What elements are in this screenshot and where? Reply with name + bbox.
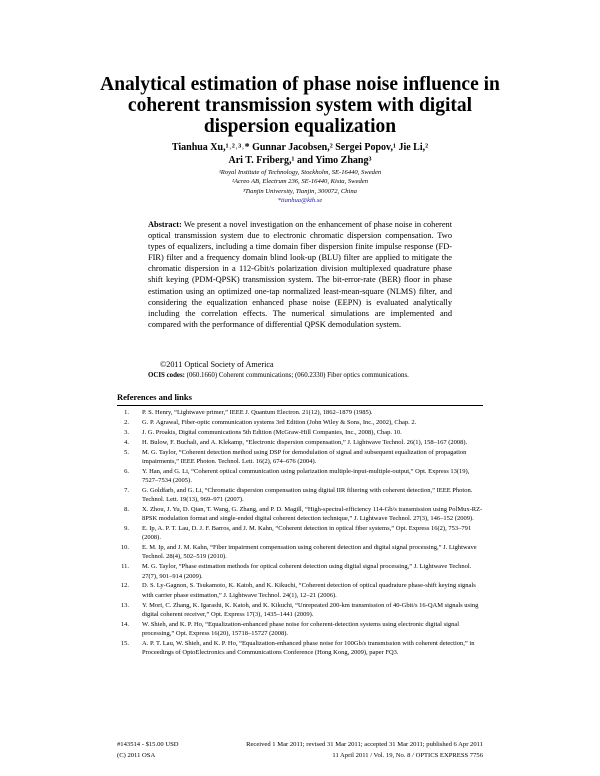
reference-item: 6. Y. Han, and G. Li, “Coherent optical communication using polarization multiple-input-multiple-output,” Opt. Express 13(19), 7527–7534 (2005). <box>124 468 470 485</box>
affiliations <box>150 168 450 206</box>
reference-item: 3. J. G. Proakis, Digital communications 5th Edition (McGraw-Hill Companies, Inc., 2008), Chap. 10. <box>124 428 402 436</box>
ocis-text: (060.1660) Coherent communications; (060.2330) Fiber optics communications. <box>186 372 409 379</box>
author-email-link[interactable]: *tianhua@kth.se <box>277 197 323 205</box>
reference-item: 12. D. S. Ly-Gagnon, S. Tsukamoto, K. Katoh, and K. Kikuchi, “Coherent detection of optical quadrature phase-shift keying signals with carrier phase estimation,” J. Lightwave Technol. 24(1), 12–21 (2006). <box>120 582 476 599</box>
reference-item: 10. E. M. Ip, and J. M. Kahn, “Fiber impairment compensation using coherent detection and digital signal processing,” J. Lightwave Technol. 28(4), 502–519 (2010). <box>120 544 477 561</box>
authors-line-1: Tianhua Xu,¹˒²˒³˒* Gunnar Jacobsen,² Sergei Popov,¹ Jie Li,² <box>171 142 429 153</box>
reference-item: 14. W. Shieh, and K. P. Ho, “Equalization-enhanced phase noise for coherent-detection systems using electronic digital signal processing,” Opt. Express 16(20), 15718–15727 (2008). <box>120 620 460 637</box>
reference-list <box>117 408 483 658</box>
reference-item: 2. G. P. Agrawal, Fiber-optic communication systems 3rd Edition (John Wiley & Sons, Inc., 2002), Chap. 2. <box>124 418 417 426</box>
references-heading: References and links <box>117 392 192 402</box>
footer-copyright: (C) 2011 OSA <box>117 751 156 759</box>
paper-title: Analytical estimation of phase noise influence in coherent transmission system with digital dispersion equalization <box>100 74 500 137</box>
reference-item: 7. G. Goldfarb, and G. Li, “Chromatic dispersion compensation using digital IIR filtering with coherent detection,” IEEE Photon. Technol. Lett. 19(13), 969–971 (2007). <box>124 487 473 504</box>
authors-line-2: Ari T. Friberg,¹ and Yimo Zhang³ <box>228 155 372 166</box>
reference-item: 13. Y. Mori, C. Zhang, K. Igarashi, K. Katoh, and K. Kikuchi, “Unrepeated 200-km transmission of 40-Gbit/s 16-QAM signals using digital coherent receiver,” Opt. Express 17(3), 1435–1441 (2009). <box>120 601 479 618</box>
abstract-text: We present a novel investigation on the enhancement of phase noise in coherent optical transmission system due to electronic chromatic dispersion compensation. Two types of equalizers, including a time domain fiber dispersion finite impulse response (FD-FIR) filter and a frequency domain blind look-up (BLU) filter are applied to mitigate the chromatic dispersion in a 112-Gbit/s polarization division multiplexed quadrature phase shift keying (PDM-QPSK) transmission system. The bit-error-rate (BER) floor in phase estimation using an optimized one-tap normalized least-mean-square (NLMS) filter, and considering the equalization enhanced phase noise (EEPN) is evaluated analytically including the correlation effects. The numerical simulations are implemented and compared with the performance of differential QPSK demodulation system. <box>148 220 453 329</box>
page-footer <box>117 740 483 761</box>
reference-item: 5. M. G. Taylor, “Coherent detection method using DSP for demodulation of signal and subsequent equalization of propagation impairments,” IEEE Photon. Technol. Lett. 16(2), 674–676 (2004). <box>124 448 467 466</box>
reference-item: 9. E. Ip, A. P. T. Lau, D. J. F. Barros, and J. M. Kahn, “Coherent detection in optical fiber systems,” Opt. Express 16(2), 753–791 (2008). <box>124 525 472 542</box>
reference-item: 8. X. Zhou, J. Yu, D. Qian, T. Wang, G. Zhang, and P. D. Magill, “High-spectral-efficiency 114-Gb/s transmission using PolMux-RZ-8PSK modulation format and single-ended digital coherent detection technique,” J. Lightwave Technol. 27(3), 146–152 (2009). <box>124 506 483 523</box>
author-list <box>150 141 450 167</box>
article-id-price: #143514 - $15.00 USD <box>117 741 179 748</box>
reference-item: 1. P. S. Henry, “Lightwave primer,” IEEE J. Quantum Electron. 21(12), 1862–1879 (1985). <box>124 409 373 416</box>
abstract-label: Abstract: <box>148 220 182 229</box>
reference-item: 11. M. G. Taylor, “Phase estimation methods for optical coherent detection using digital signal processing,” J. Lightwave Technol. 27(7), 901–914 (2009). <box>121 563 472 580</box>
ocis-label: OCIS codes: <box>148 372 185 379</box>
reference-item: 15. A. P. T. Lau, W. Shieh, and K. P. Ho, “Equalization-enhanced phase noise for 100Gb/s transmission with coherent detection,” in Proceedings of OptoElectronics and Communications Conference (Hong Kong, 2009), paper FQ3. <box>120 639 475 656</box>
references-divider <box>117 405 483 406</box>
copyright-notice: ©2011 Optical Society of America <box>160 360 274 369</box>
abstract <box>148 219 452 330</box>
affiliation-2: ²Acreo AB, Electrum 236, SE-16440, Kista, Sweden <box>231 178 369 186</box>
reference-item: 4. H. Bulow, F. Buchali, and A. Klekamp, “Electronic dispersion compensation,” J. Lightwave Technol. 26(1), 158–167 (2008). <box>124 438 468 446</box>
ocis-codes <box>148 371 468 381</box>
publication-dates: Received 1 Mar 2011; revised 31 Mar 2011; accepted 31 Mar 2011; published 6 Apr 2011 <box>246 741 483 748</box>
affiliation-3: ³Tianjin University, Tianjin, 300072, China <box>243 187 357 195</box>
journal-citation: 11 April 2011 / Vol. 19, No. 8 / OPTICS EXPRESS 7756 <box>332 751 483 759</box>
affiliation-1: ¹Royal Institute of Technology, Stockholm, SE-16440, Sweden <box>218 169 382 176</box>
